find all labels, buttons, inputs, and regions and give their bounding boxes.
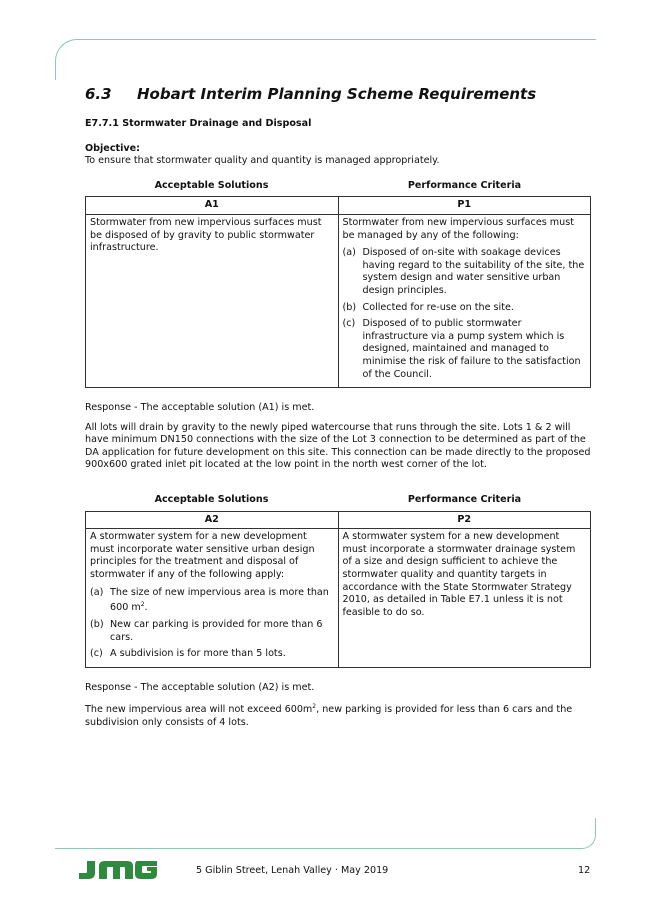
list-marker: (b) (90, 619, 104, 630)
table1-performance-cell (338, 214, 591, 387)
footer-text: 5 Giblin Street, Lenah Valley · May 2019 (196, 865, 389, 876)
table1-id-p1: P1 (338, 197, 591, 215)
list-text: New car parking is provided for more than 6 cars. (110, 619, 323, 643)
table2-acceptable-cell (86, 529, 339, 668)
table2-acceptable-intro: A stormwater system for a new development must incorporate water sensitive urban design principles for the treatment and disposal of stormwater if any of the following apply: (90, 531, 315, 581)
list-item (343, 247, 587, 297)
jmg-logo (77, 859, 161, 881)
list-item (90, 619, 334, 644)
list-item (90, 648, 334, 661)
list-item (90, 587, 334, 615)
table1-performance-intro: Stormwater from new impervious surfaces must be managed by any of the following: (342, 216, 574, 241)
list-text: A subdivision is for more than 5 lots. (110, 648, 286, 660)
table2-column-headers (85, 494, 591, 507)
section-number: 6.3 (85, 85, 112, 103)
table2-id-a2: A2 (86, 511, 339, 529)
table1-acceptable-text: Stormwater from new impervious surfaces must be disposed of by gravity to public stormwater infrastructure. (90, 216, 322, 254)
table1-id-a1: A1 (86, 197, 339, 215)
list-marker: (c) (342, 318, 356, 330)
list-marker: (a) (90, 586, 104, 598)
list-text: The size of new impervious area is more than 600 $m^2$. (110, 586, 329, 614)
table2-id-p2: P2 (338, 511, 591, 529)
response1-body: All lots will drain by gravity to the newly piped watercourse that runs through the site. Lots 1 & 2 will have minimum DN150 connections with the size of the Lot 3 connection to be determined as part of the DA application for future development on this site. This connection can be made directly to the proposed 900x600 grated inlet pit located at the low point in the north west corner of the lot. (85, 421, 591, 471)
page-frame-top (55, 39, 596, 80)
table2-col-acceptable: Acceptable Solutions (154, 494, 269, 506)
list-item (343, 318, 587, 381)
table2-performance-cell (338, 529, 591, 668)
objective-label: Objective: (85, 142, 140, 154)
table2 (85, 511, 591, 668)
table2-acceptable-list (90, 587, 334, 661)
list-text: Disposed of to public stormwater infrastructure via a pump system which is designed, maintained and managed to minimise the risk of failure to the satisfaction of the Council. (362, 318, 581, 380)
table1-performance-list (343, 247, 587, 381)
list-text: Collected for re-use on the site. (362, 301, 514, 313)
table2-performance-text: A stormwater system for a new development must incorporate a stormwater drainage system of a size and design sufficient to achieve the stormwater quality and quantity targets in accordance with the State Stormwater Strategy 2010, as detailed in Table E7.1 unless it is not feasible to do so. (342, 531, 576, 618)
table1 (85, 196, 591, 388)
response1-heading: Response - The acceptable solution (A1) is met. (85, 402, 315, 414)
table1-col-acceptable: Acceptable Solutions (154, 179, 269, 191)
list-item (343, 302, 587, 315)
page-number: 12 (578, 865, 591, 876)
list-marker: (a) (342, 247, 356, 259)
table1-acceptable-cell (86, 214, 339, 387)
list-marker: (c) (90, 648, 103, 660)
table2-col-performance: Performance Criteria (407, 494, 522, 506)
list-text: Disposed of on-site with soakage devices having regard to the suitability of the site, the system design and water sensitive urban design principles. (362, 247, 585, 296)
list-marker: (b) (342, 301, 357, 313)
page-content (85, 84, 591, 736)
response2-body: The new impervious area will not exceed $600m^2$, new parking is provided for less than 6 cars and the subdivision only consists of 4 lots. (85, 703, 573, 729)
table1-column-headers (85, 180, 591, 193)
table1-col-performance: Performance Criteria (407, 179, 522, 191)
objective-text: To ensure that stormwater quality and quantity is managed appropriately. (85, 155, 440, 167)
section-title-text: Hobart Interim Planning Scheme Requirements (137, 85, 537, 103)
response2-heading: Response - The acceptable solution (A2) is met. (85, 681, 315, 693)
section-title (85, 84, 591, 104)
subsection-title: E7.7.1 Stormwater Drainage and Disposal (85, 118, 312, 129)
page-frame-bottom (55, 818, 596, 849)
